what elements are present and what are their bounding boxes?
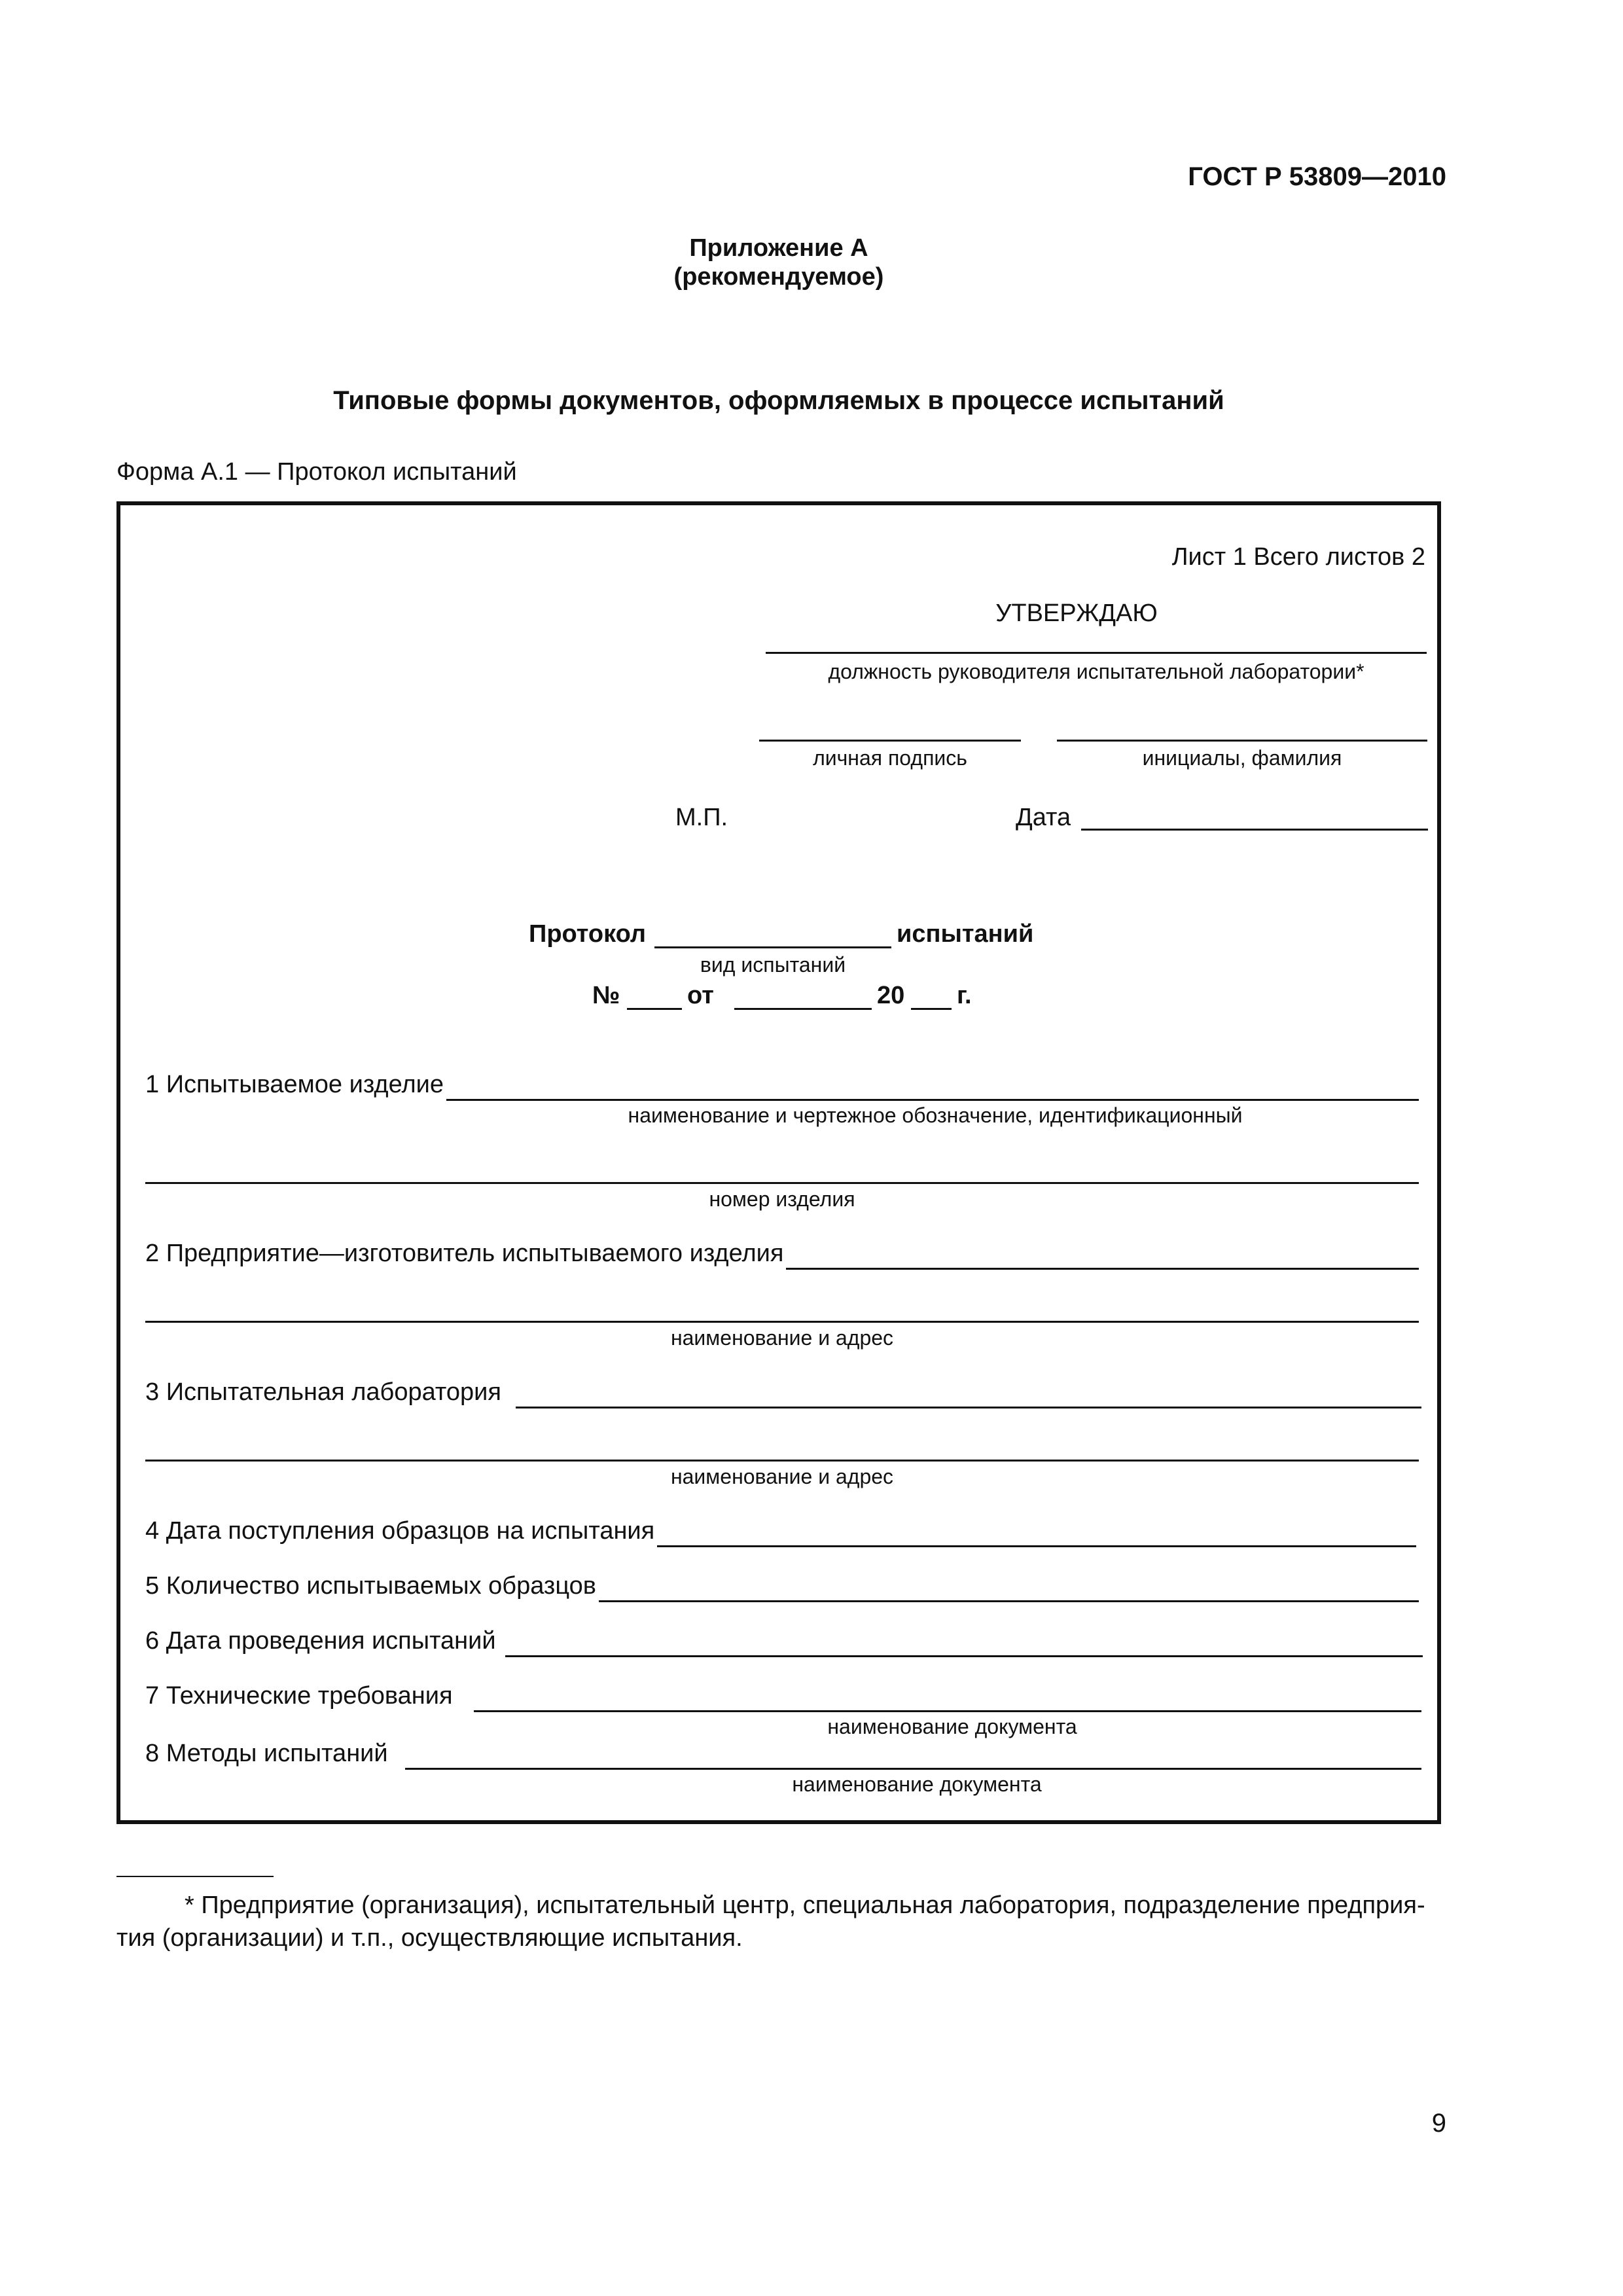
annex-title: Приложение А — [689, 234, 868, 262]
from-word: от — [687, 982, 714, 1009]
item-1-row — [145, 1072, 1419, 1101]
item-3-label: 3 Испытательная лаборатория — [145, 1378, 501, 1406]
item-7-row — [145, 1683, 1421, 1712]
tests-word: испытаний — [897, 920, 1034, 948]
item-8-row — [145, 1741, 1421, 1770]
item-6-row — [145, 1628, 1423, 1657]
year-suffix: г. — [957, 982, 972, 1009]
footnote-separator — [116, 1876, 274, 1877]
protocol-word: Протокол — [529, 920, 647, 948]
annex-heading: Типовые формы документов, оформляемых в процессе испытаний — [333, 386, 1224, 415]
item-5-label: 5 Количество испытываемых образцов — [145, 1572, 596, 1600]
item-2-field-2[interactable] — [145, 1321, 1419, 1323]
item-7-label: 7 Технические требования — [145, 1682, 453, 1710]
item-8-field[interactable] — [405, 1742, 1421, 1770]
item-8-label: 8 Методы испытаний — [145, 1740, 388, 1767]
item-3-hint: наименование и адрес — [670, 1465, 894, 1488]
form-caption: Форма А.1 — Протокол испытаний — [116, 458, 517, 486]
date-label: Дата — [1016, 804, 1071, 831]
item-1-field-2[interactable] — [145, 1182, 1419, 1184]
signature-line[interactable] — [759, 740, 1021, 742]
protocol-date-line[interactable] — [734, 1008, 872, 1010]
name-line[interactable] — [1057, 740, 1427, 742]
approve-label: УТВЕРЖДАЮ — [995, 600, 1158, 627]
position-hint: должность руководителя испытательной лаборатории* — [828, 660, 1364, 683]
footnote-line-1: * Предприятие (организация), испытательный центр, специальная лаборатория, подразделение предприя- — [185, 1892, 1425, 1919]
stamp-label: М.П. — [675, 804, 728, 831]
signature-hint: личная подпись — [813, 746, 967, 770]
date-line[interactable] — [1081, 829, 1428, 831]
item-4-label: 4 Дата поступления образцов на испытания — [145, 1517, 655, 1545]
item-1-field[interactable] — [446, 1073, 1419, 1101]
test-type-line[interactable] — [654, 946, 891, 948]
item-4-row — [145, 1518, 1416, 1547]
item-6-field[interactable] — [505, 1629, 1423, 1657]
protocol-form-frame — [116, 501, 1441, 1824]
item-5-field[interactable] — [599, 1574, 1419, 1602]
item-3-row — [145, 1380, 1421, 1408]
number-line[interactable] — [627, 1008, 682, 1010]
item-5-row — [145, 1573, 1419, 1602]
item-1-label: 1 Испытываемое изделие — [145, 1071, 444, 1098]
name-hint: инициалы, фамилия — [1142, 746, 1342, 770]
footnote-line-2: тия (организации) и т.п., осуществляющие испытания. — [116, 1924, 743, 1952]
item-1-hint: наименование и чертежное обозначение, идентификационный — [628, 1103, 1243, 1127]
item-2-hint: наименование и адрес — [670, 1326, 894, 1350]
test-type-hint: вид испытаний — [700, 953, 846, 977]
year-line[interactable] — [911, 1008, 952, 1010]
annex-status: (рекомендуемое) — [673, 263, 884, 291]
standard-number: ГОСТ Р 53809—2010 — [1188, 162, 1446, 191]
item-2-row — [145, 1241, 1419, 1270]
item-3-field-2[interactable] — [145, 1460, 1419, 1462]
item-7-hint: наименование документа — [827, 1715, 1077, 1738]
item-6-label: 6 Дата проведения испытаний — [145, 1627, 496, 1655]
year-prefix: 20 — [877, 982, 905, 1009]
page-number: 9 — [1431, 2109, 1446, 2138]
item-2-field[interactable] — [786, 1242, 1419, 1270]
item-4-field[interactable] — [657, 1519, 1416, 1547]
item-8-hint: наименование документа — [792, 1772, 1042, 1796]
item-1-hint-2: номер изделия — [709, 1187, 855, 1211]
item-3-field[interactable] — [516, 1380, 1421, 1408]
sheet-count: Лист 1 Всего листов 2 — [1171, 543, 1425, 571]
item-2-label: 2 Предприятие—изготовитель испытываемого изделия — [145, 1240, 784, 1267]
position-line[interactable] — [766, 652, 1427, 654]
item-7-field[interactable] — [474, 1684, 1421, 1712]
number-sign: № — [592, 982, 620, 1009]
